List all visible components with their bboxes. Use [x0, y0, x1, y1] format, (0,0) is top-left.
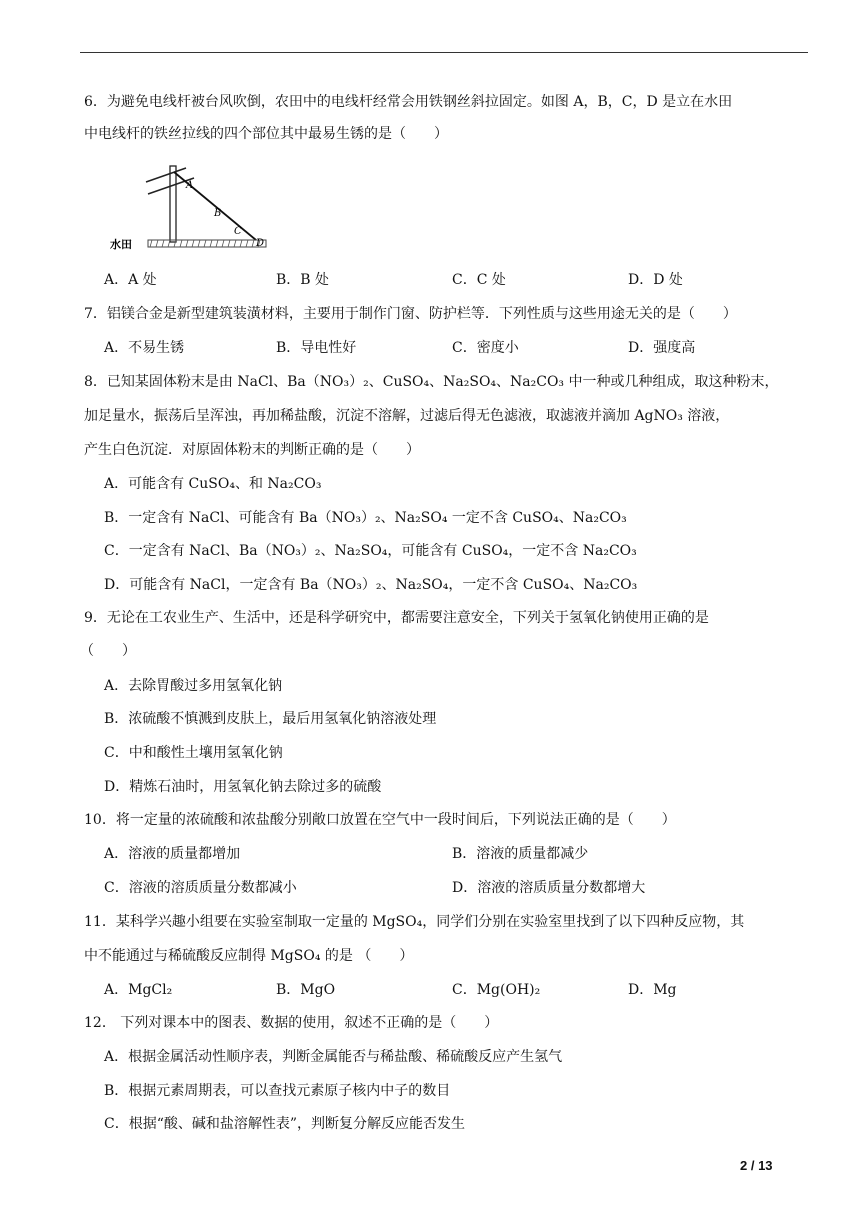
q6-stem-line1: 6．为避免电线杆被台风吹倒，农田中的电线杆经常会用铁钢丝斜拉固定。如图 A，B，C，D 是立在水田	[84, 94, 733, 110]
q10-option-d: D．溶液的溶质质量分数都增大	[452, 880, 646, 896]
q8-stem-line1: 8．已知某固体粉末是由 NaCl、Ba（NO₃）₂、CuSO₄、Na₂SO₄、Na₂CO₃ 中一种或几种组成，取这种粉末，	[84, 374, 779, 390]
q11-option-b: B．MgO	[276, 982, 336, 998]
q8-option-c: C．一定含有 NaCl、Ba（NO₃）₂、Na₂SO₄，可能含有 CuSO₄，一定不含 Na₂CO₃	[104, 543, 637, 559]
label-field: 水田	[110, 238, 132, 251]
label-d: D	[256, 238, 265, 249]
q7-option-a: A．不易生锈	[104, 340, 185, 356]
q9-option-a: A．去除胃酸过多用氢氧化钠	[104, 678, 283, 694]
q8-option-b: B．一定含有 NaCl、可能含有 Ba（NO₃）₂、Na₂SO₄ 一定不含 CuSO₄、Na₂CO₃	[104, 510, 627, 526]
q8-stem-line3: 产生白色沉淀．对原固体粉末的判断正确的是（ ）	[84, 442, 420, 458]
header-rule	[80, 52, 808, 53]
q6-pole-figure	[108, 160, 268, 256]
q6-option-a: A．A 处	[104, 272, 157, 288]
label-c: C	[234, 226, 242, 237]
q8-stem-line2: 加足量水，振荡后呈浑浊，再加稀盐酸，沉淀不溶解，过滤后得无色滤液，取滤液并滴加 AgNO₃ 溶液，	[84, 408, 730, 424]
q12-stem-line1: 12． 下列对课本中的图表、数据的使用，叙述不正确的是（ ）	[84, 1015, 499, 1031]
q7-option-c: C．密度小	[452, 340, 519, 356]
label-b: B	[214, 208, 222, 219]
q11-stem-line1: 11．某科学兴趣小组要在实验室制取一定量的 MgSO₄，同学们分别在实验室里找到了以下四种反应物，其	[84, 914, 745, 930]
q11-option-c: C．Mg(OH)₂	[452, 982, 541, 998]
q10-option-a: A．溶液的质量都增加	[104, 846, 241, 862]
q12-option-c: C．根据“酸、碱和盐溶解性表”，判断复分解反应能否发生	[104, 1116, 466, 1132]
q11-option-d: D．Mg	[628, 982, 677, 998]
q9-option-d: D．精炼石油时，用氢氧化钠去除过多的硫酸	[104, 779, 382, 795]
q6-option-c: C．C 处	[452, 272, 506, 288]
q7-option-d: D．强度高	[628, 340, 696, 356]
q6-stem-line2: 中电线杆的铁丝拉线的四个部位其中最易生锈的是（ ）	[84, 126, 448, 142]
q8-option-d: D．可能含有 NaCl，一定含有 Ba（NO₃）₂、Na₂SO₄，一定不含 CuSO₄、Na₂CO₃	[104, 577, 638, 593]
q11-stem-line2: 中不能通过与稀硫酸反应制得 MgSO₄ 的是 （ ）	[84, 948, 414, 964]
q6-option-b: B．B 处	[276, 272, 330, 288]
q9-stem-line2: （ ）	[80, 643, 136, 659]
q10-option-c: C．溶液的溶质质量分数都减小	[104, 880, 297, 896]
q8-option-a: A．可能含有 CuSO₄、和 Na₂CO₃	[104, 476, 322, 492]
q12-option-a: A．根据金属活动性顺序表，判断金属能否与稀盐酸、稀硫酸反应产生氢气	[104, 1049, 563, 1065]
q9-option-c: C．中和酸性土壤用氢氧化钠	[104, 745, 283, 761]
q9-stem-line1: 9．无论在工农业生产、生活中，还是科学研究中，都需要注意安全，下列关于氢氧化钠使用正确的是	[84, 610, 709, 626]
page-number: 2 / 13	[740, 1158, 773, 1173]
crossbar-upper	[146, 168, 186, 182]
q10-option-b: B．溶液的质量都减少	[452, 846, 589, 862]
pole	[170, 166, 176, 242]
q6-option-d: D．D 处	[628, 272, 683, 288]
q7-stem-line1: 7．铝镁合金是新型建筑装潢材料，主要用于制作门窗、防护栏等．下列性质与这些用途无关的是（ ）	[84, 306, 737, 322]
ground	[148, 240, 266, 247]
q12-option-b: B．根据元素周期表，可以查找元素原子核内中子的数目	[104, 1083, 451, 1099]
q11-option-a: A．MgCl₂	[104, 982, 173, 998]
q10-stem-line1: 10．将一定量的浓硫酸和浓盐酸分别敞口放置在空气中一段时间后，下列说法正确的是（ ）	[84, 812, 676, 828]
q9-option-b: B．浓硫酸不慎溅到皮肤上，最后用氢氧化钠溶液处理	[104, 711, 437, 727]
label-a: A	[186, 180, 194, 191]
q7-option-b: B．导电性好	[276, 340, 357, 356]
